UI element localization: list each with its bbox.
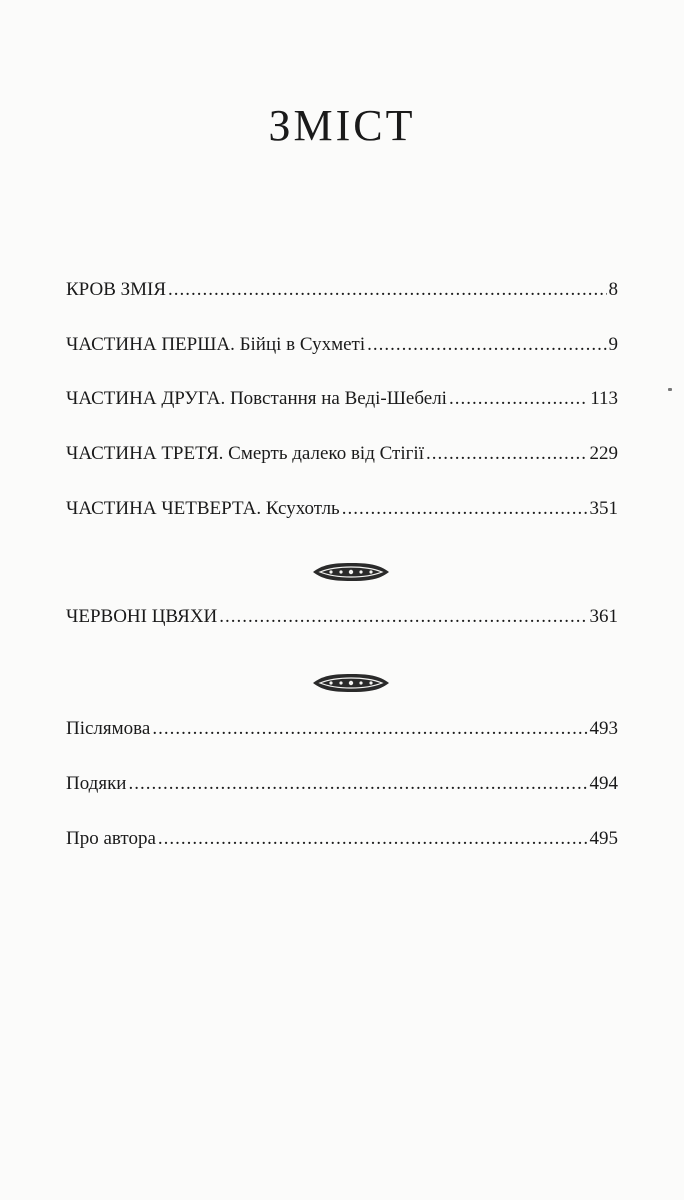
toc-entry-chervoni-tsviakhy[interactable]: [66, 604, 618, 630]
dot-leader: [219, 604, 587, 630]
toc-entry-page-number: 361: [589, 606, 618, 627]
toc-entry-krov-zmiya[interactable]: [66, 277, 618, 303]
toc-entry-label: Післямова: [66, 718, 151, 739]
toc-entry-label: КРОВ ЗМІЯ: [66, 279, 167, 300]
toc-entry-page-number: 494: [589, 773, 618, 794]
toc-entry-about-author[interactable]: [66, 826, 618, 852]
toc-entry-page-number: 229: [589, 443, 618, 464]
dot-leader: [367, 332, 606, 358]
toc-entry-label: ЧАСТИНА ТРЕТЯ. Смерть далеко від Стігії: [66, 443, 424, 464]
toc-entry-label: Подяки: [66, 773, 127, 794]
dot-leader: [449, 386, 588, 412]
toc-entry-label: ЧАСТИНА ПЕРША. Бійці в Сухметі: [66, 334, 366, 355]
toc-entry-page-number: 9: [608, 334, 618, 355]
toc-entry-label: ЧЕРВОНІ ЦВЯХИ: [66, 606, 218, 627]
toc-entry-part-two[interactable]: [66, 386, 618, 412]
toc-entry-page-number: 495: [589, 828, 618, 849]
toc-entry-label: ЧАСТИНА ЧЕТВЕРТА. Ксухотль: [66, 498, 340, 519]
dot-leader: [158, 826, 588, 852]
toc-entry-part-four[interactable]: [66, 496, 618, 522]
toc-entry-page-number: 493: [589, 718, 618, 739]
dot-leader: [152, 716, 587, 742]
toc-entry-acknowledgements[interactable]: [66, 771, 618, 797]
dot-leader: [128, 771, 587, 797]
dot-leader: [342, 496, 588, 522]
toc-entry-afterword[interactable]: [66, 716, 618, 742]
dot-leader: [426, 441, 588, 467]
toc-entry-label: ЧАСТИНА ДРУГА. Повстання на Веді-Шебелі: [66, 388, 447, 409]
page-title: ЗМІСТ: [268, 101, 416, 150]
dot-leader: [168, 277, 606, 303]
decorative-divider-icon: [312, 561, 390, 583]
decorative-divider-icon: [312, 672, 390, 694]
toc-entry-page-number: 113: [590, 388, 618, 409]
toc-entry-page-number: 351: [589, 498, 618, 519]
scan-speck: [668, 388, 672, 391]
toc-entry-part-one[interactable]: [66, 332, 618, 358]
toc-entry-part-three[interactable]: [66, 441, 618, 467]
toc-entry-page-number: 8: [608, 279, 618, 300]
toc-entry-label: Про автора: [66, 828, 156, 849]
